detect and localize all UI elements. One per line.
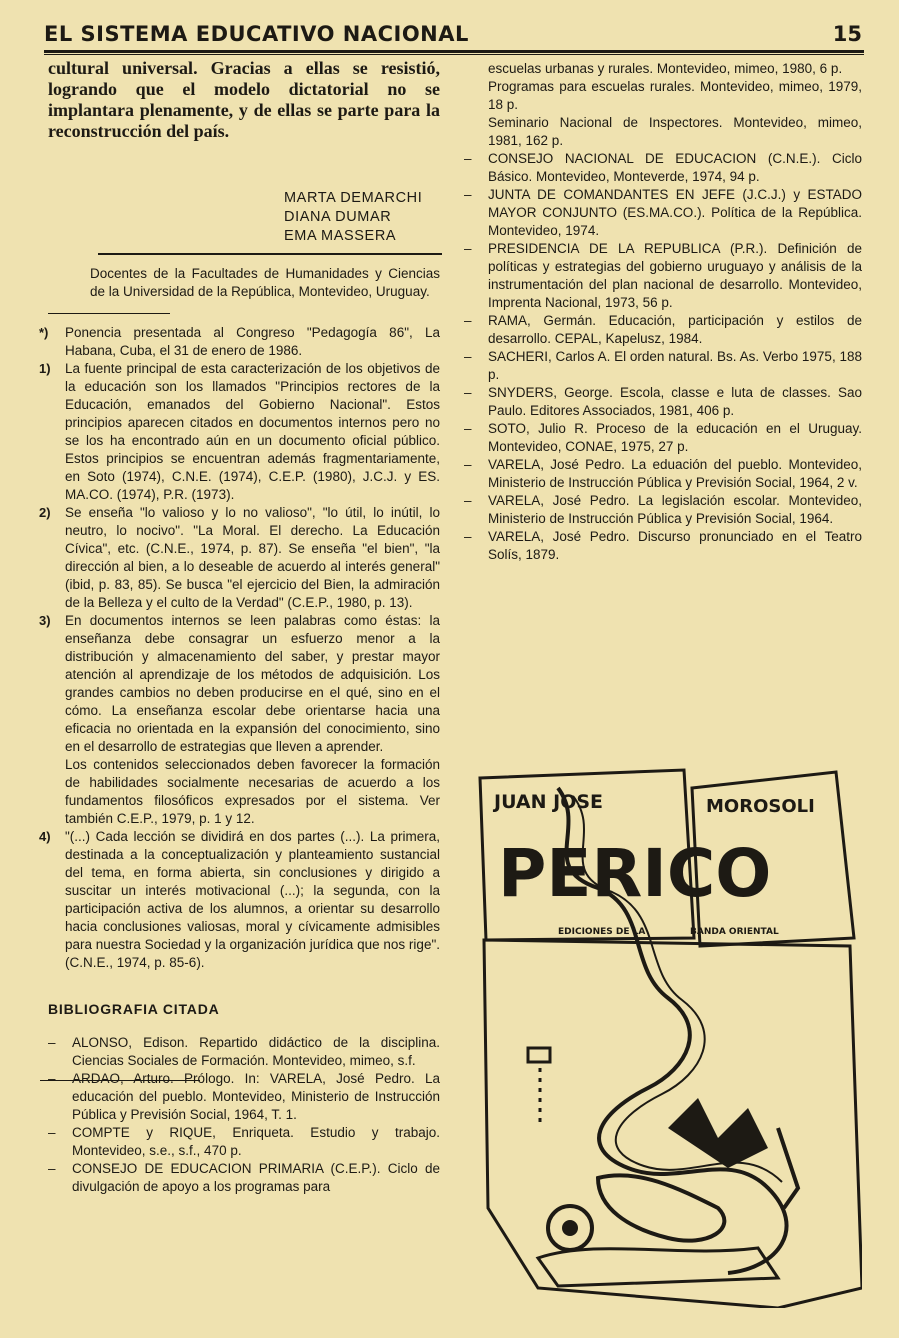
- cover-author-first: JUAN JOSE: [494, 791, 604, 813]
- author-affiliation: Docentes de la Facultades de Humanidades y Ciencias de la Universidad de la República, Montevideo, Uruguay.: [90, 266, 440, 299]
- footnote-marker: 1): [39, 361, 51, 376]
- footnote-text: "(...) Cada lección se dividirá en dos partes (...). La primera, destinada a la conceptualización y planteamiento sustancial del tema, en forma abierta, sin conclusiones y dirigido a suscitar un interés motivacional (...); la segunda, con la participación activa de los alumnos, a orientar su desarrollo hacia conclusiones valiosas, moral y cívicamente admisibles para nuestra Sociedad y la organización jurídica que nos rige". (C.N.E., 1974, p. 85-6).: [65, 829, 440, 970]
- intro-paragraph: cultural universal. Gracias a ellas se resistió, logrando que el modelo dictatorial no se implantara plenamente, y de ellas se parte para la reconstrucción del país.: [48, 58, 440, 141]
- cover-title: PERICO: [498, 835, 772, 912]
- footnote: [39, 324, 440, 360]
- left-column: [39, 58, 440, 1196]
- bibliography-entry-text: CONSEJO NACIONAL DE EDUCACION (C.N.E.). Ciclo Básico. Montevideo, Monteverde, 1974, 94 p.: [488, 151, 862, 184]
- page-number: 15: [832, 22, 862, 46]
- header-rule: [44, 54, 864, 55]
- cover-author-last: MOROSOLI: [706, 796, 815, 817]
- bibliography-entry-text: VARELA, José Pedro. Discurso pronunciado en el Teatro Solís, 1879.: [488, 529, 862, 562]
- footnote-text: La fuente principal de esta caracterización de los objetivos de la educación son los llamados "Principios rectores de la Educación, emanados del Gobierno Nacional". Estos principios aparecen citados en documentos internos pero no se los ha encontrado aún en un documento oficial público. Estos principios se encuentran además fragmentariamente, en Soto (1974), C.N.E. (1974), C.E.P. (1980), J.C.J. y ES. MA.CO. (1974), P.R. (1973).: [65, 361, 440, 502]
- bibliography-entry-text: RAMA, Germán. Educación, participación y estilos de desarrollo. CEPAL, Kapelusz, 1984.: [488, 313, 862, 346]
- cover-hook-shape: [778, 1128, 798, 1208]
- footnote-marker: 3): [39, 613, 51, 628]
- right-column: [466, 60, 862, 564]
- bibliography-entry-text: COMPTE y RIQUE, Enriqueta. Estudio y trabajo. Montevideo, s.e., s.f., 470 p.: [72, 1125, 440, 1158]
- footnote: [39, 504, 440, 612]
- footnote: [39, 612, 440, 828]
- footnote: [39, 360, 440, 504]
- bibliography-heading: BIBLIOGRAFIA CITADA: [48, 1001, 220, 1017]
- cover-boot-shape: [598, 1175, 724, 1240]
- bibliography-entry-text: VARELA, José Pedro. La eduación del pueblo. Montevideo, Ministerio de Instrucción Pública y Previsión Social, 1964, 2 v.: [488, 457, 862, 490]
- author-rule: [98, 253, 442, 255]
- bibliography-entry-text: JUNTA DE COMANDANTES EN JEFE (J.C.J.) y ESTADO MAYOR CONJUNTO (ES.MA.CO.). Política de la República. Montevideo, 1974.: [488, 187, 862, 238]
- author-name: EMA MASSERA: [284, 228, 397, 244]
- footnote-rule: [48, 313, 170, 314]
- cover-publisher-right: BANDA ORIENTAL: [690, 927, 779, 937]
- author-list: [48, 189, 440, 246]
- bibliography-entry: – ARDAO, Arturo. Prólogo. In: VARELA, José Pedro. La educación del pueblo. Montevideo, Ministerio de Instrucción Pública y Previsión Social, 1964, T. 1.: [48, 1071, 440, 1122]
- cover-base-shape: [538, 1248, 778, 1286]
- footnote-text: Ponencia presentada al Congreso "Pedagogía 86", La Habana, Cuba, el 31 de enero de 1986.: [65, 325, 440, 358]
- bibliography-entry: – VARELA, José Pedro. La eduación del pueblo. Montevideo, Ministerio de Instrucción Pública y Previsión Social, 1964, 2 v.: [464, 457, 862, 490]
- bibliography-entry: – SOTO, Julio R. Proceso de la educación en el Uruguay. Montevideo, CONAE, 1975, 27 p.: [464, 421, 862, 454]
- author-name: MARTA DEMARCHI: [284, 190, 423, 206]
- bibliography-entry: – VARELA, José Pedro. La legislación escolar. Montevideo, Ministerio de Instrucción Pública y Previsión Social, 1964.: [464, 493, 862, 526]
- bibliography-entry: – CONSEJO DE EDUCACION PRIMARIA (C.E.P.). Ciclo de divulgación de apoyo a los programas para: [48, 1161, 440, 1194]
- cover-circle-center: [562, 1220, 578, 1236]
- cover-leaf-shape: [668, 1098, 768, 1168]
- footnote-marker: 2): [39, 505, 51, 520]
- running-title: EL SISTEMA EDUCATIVO NACIONAL: [44, 22, 469, 46]
- bibliography-rule: [40, 1080, 200, 1081]
- bibliography-entry-text: CONSEJO DE EDUCACION PRIMARIA (C.E.P.). Ciclo de divulgación de apoyo a los programas para: [72, 1161, 440, 1194]
- bibliography-entry-text: VARELA, José Pedro. La legislación escolar. Montevideo, Ministerio de Instrucción Pública y Previsión Social, 1964.: [488, 493, 862, 526]
- bibliography-entry-continued: Seminario Nacional de Inspectores. Montevideo, mimeo, 1981, 162 p.: [488, 115, 862, 148]
- bibliography-entry: – SACHERI, Carlos A. El orden natural. Bs. As. Verbo 1975, 188 p.: [464, 349, 862, 382]
- footnote-marker: 4): [39, 829, 51, 844]
- bibliography-entry: – PRESIDENCIA DE LA REPUBLICA (P.R.). Definición de políticas y estrategias del gobierno uruguayo y análisis de la instrumentación del plan nacional de desarrollo. Montevideo, Imprenta Nacional, 1973, 56 p.: [464, 241, 862, 310]
- bibliography-entry-text: PRESIDENCIA DE LA REPUBLICA (P.R.). Definición de políticas y estrategias del gobierno uruguayo y análisis de la instrumentación del plan nacional de desarrollo. Montevideo, Imprenta Nacional, 1973, 56 p.: [488, 241, 862, 310]
- bibliography-list-right: [466, 60, 862, 564]
- bibliography-entry: – RAMA, Germán. Educación, participación y estilos de desarrollo. CEPAL, Kapelusz, 1984.: [464, 313, 862, 346]
- bibliography-entry-text: SNYDERS, George. Escola, classe e luta de classes. Sao Paulo. Editores Associados, 1981, 406 p.: [488, 385, 862, 418]
- bibliography-list-left: [48, 1034, 440, 1196]
- bibliography-entry: – JUNTA DE COMANDANTES EN JEFE (J.C.J.) y ESTADO MAYOR CONJUNTO (ES.MA.CO.). Política de la República. Montevideo, 1974.: [464, 187, 862, 238]
- footnote-marker: *): [39, 325, 49, 340]
- bibliography-entry-continued: Programas para escuelas rurales. Montevideo, mimeo, 1979, 18 p.: [488, 79, 862, 112]
- footnote-list: [39, 324, 440, 972]
- footnote: [39, 828, 440, 972]
- book-cover-illustration: [478, 768, 862, 1308]
- bibliography-entry: – ALONSO, Edison. Repartido didáctico de la disciplina. Ciencias Sociales de Formación. Montevideo, mimeo, s.f.: [48, 1035, 440, 1068]
- bibliography-entry-continued: escuelas urbanas y rurales. Montevideo, mimeo, 1980, 6 p.: [488, 61, 843, 76]
- footnote-text-cont: Los contenidos seleccionados deben favorecer la formación de habilidades socialmente necesarias de acuerdo a los fundamentos filosóficos expresados por el sistema. Ver también C.E.P., 1979, p. 1 y 12.: [65, 757, 440, 826]
- cover-publisher-left: EDICIONES DE LA: [558, 927, 646, 937]
- bibliography-entry: – COMPTE y RIQUE, Enriqueta. Estudio y trabajo. Montevideo, s.e., s.f., 470 p.: [48, 1125, 440, 1158]
- footnote-text: Se enseña "lo valioso y lo no valioso", "lo útil, lo inútil, lo neutro, lo nocivo". "La Moral. El derecho. La Educación Cívica", etc. (C.N.E., 1974, p. 87). Se enseña "el bien", "la dirección al bien, a lo deseable de acuerdo al interés general" (ibid, p. 83, 85). Se busca "el ejercicio del Bien, la admiración de la Belleza y el culto de la Verdad" (C.E.P., 1980, p. 13).: [65, 505, 440, 610]
- cover-box-shape: [528, 1048, 550, 1062]
- author-name: DIANA DUMAR: [284, 209, 392, 225]
- bibliography-entry: – SNYDERS, George. Escola, classe e luta de classes. Sao Paulo. Editores Associados, 1981, 406 p.: [464, 385, 862, 418]
- bibliography-entry-text: SOTO, Julio R. Proceso de la educación en el Uruguay. Montevideo, CONAE, 1975, 27 p.: [488, 421, 862, 454]
- running-header: [44, 22, 864, 53]
- bibliography-entry-text: ALONSO, Edison. Repartido didáctico de la disciplina. Ciencias Sociales de Formación. Montevideo, mimeo, s.f.: [72, 1035, 440, 1068]
- book-cover-drawing: [478, 768, 862, 1308]
- footnote-text: En documentos internos se leen palabras como éstas: la enseñanza debe consagrar un esfuerzo menor a la distribución y almacenamiento del saber, y prestar mayor atención al aprendizaje de los métodos de adquisición. Los grandes cambios no deben producirse en el qué, sino en el cómo. La enseñanza escolar debe orientarse hacia una eficacia no orientada en la expansión del conocimiento, sino en el desarrollo de estrategias que lleven a aprender.: [65, 613, 440, 754]
- bibliography-entry-text: ARDAO, Arturo. Prólogo. In: VARELA, José Pedro. La educación del pueblo. Montevideo, Ministerio de Instrucción Pública y Previsión Social, 1964, T. 1.: [72, 1071, 440, 1122]
- bibliography-entry: – VARELA, José Pedro. Discurso pronunciado en el Teatro Solís, 1879.: [464, 529, 862, 562]
- bibliography-entry-text: SACHERI, Carlos A. El orden natural. Bs. As. Verbo 1975, 188 p.: [488, 349, 862, 382]
- bibliography-entry: – CONSEJO NACIONAL DE EDUCACION (C.N.E.). Ciclo Básico. Montevideo, Monteverde, 1974, 94 p.: [464, 151, 862, 184]
